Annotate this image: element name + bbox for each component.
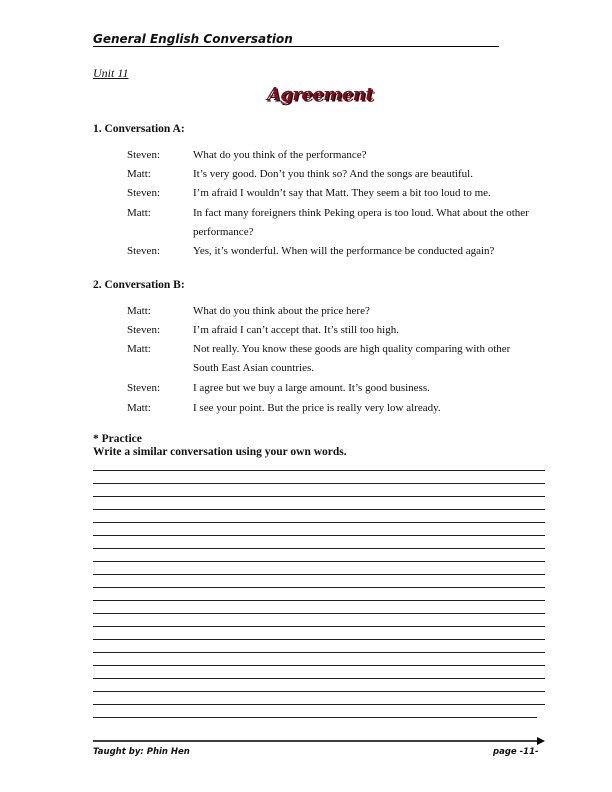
writing-line[interactable]	[93, 639, 545, 640]
footer-arrow-rule	[93, 736, 545, 746]
speaker-label: Steven:	[127, 245, 160, 257]
speaker-label: Matt:	[127, 305, 151, 317]
writing-line[interactable]	[93, 587, 545, 588]
writing-line[interactable]	[93, 678, 545, 679]
writing-line[interactable]	[93, 548, 545, 549]
writing-line[interactable]	[93, 561, 545, 562]
utterance: performance?	[193, 226, 254, 238]
speaker-label: Steven:	[127, 382, 160, 394]
conversation-a-heading: 1. Conversation A:	[93, 123, 185, 135]
speaker-label: Matt:	[127, 402, 151, 414]
utterance: Not really. You know these goods are high quality comparing with other	[193, 343, 511, 355]
utterance: I agree but we buy a large amount. It’s good business.	[193, 382, 430, 394]
practice-instruction: Write a similar conversation using your own words.	[93, 446, 347, 458]
header-title: General English Conversation	[93, 32, 293, 46]
writing-line[interactable]	[93, 483, 545, 484]
writing-line[interactable]	[93, 652, 545, 653]
footer-author: Taught by: Phin Hen	[93, 747, 190, 757]
footer-page-number: page -11-	[493, 747, 539, 757]
speaker-label: Steven:	[127, 187, 160, 199]
speaker-label: Matt:	[127, 168, 151, 180]
utterance: I’m afraid I wouldn’t say that Matt. They seem a bit too loud to me.	[193, 187, 491, 199]
writing-line[interactable]	[93, 626, 545, 627]
utterance: In fact many foreigners think Peking opera is too loud. What about the other	[193, 207, 529, 219]
utterance: What do you think about the price here?	[193, 305, 370, 317]
speaker-label: Matt:	[127, 207, 151, 219]
page-title: Agreement	[266, 84, 374, 105]
utterance: I see your point. But the price is really very low already.	[193, 402, 441, 414]
utterance: Yes, it’s wonderful. When will the performance be conducted again?	[193, 245, 495, 257]
writing-line[interactable]	[93, 535, 545, 536]
utterance: I’m afraid I can’t accept that. It’s still too high.	[193, 324, 399, 336]
writing-line[interactable]	[93, 600, 545, 601]
utterance: South East Asian countries.	[193, 362, 314, 374]
writing-line[interactable]	[93, 574, 545, 575]
writing-line[interactable]	[93, 496, 545, 497]
writing-line[interactable]	[93, 509, 545, 510]
utterance: It’s very good. Don’t you think so? And the songs are beautiful.	[193, 168, 473, 180]
unit-label: Unit 11	[93, 66, 129, 80]
conversation-b-heading: 2. Conversation B:	[93, 279, 185, 291]
speaker-label: Matt:	[127, 343, 151, 355]
writing-line[interactable]	[93, 691, 545, 692]
header-rule	[93, 46, 499, 47]
writing-line[interactable]	[93, 717, 537, 718]
writing-line[interactable]	[93, 613, 545, 614]
practice-heading: * Practice	[93, 433, 142, 445]
writing-line[interactable]	[93, 522, 545, 523]
speaker-label: Steven:	[127, 149, 160, 161]
writing-line[interactable]	[93, 470, 545, 471]
writing-line[interactable]	[93, 704, 545, 705]
writing-line[interactable]	[93, 665, 545, 666]
utterance: What do you think of the performance?	[193, 149, 367, 161]
speaker-label: Steven:	[127, 324, 160, 336]
